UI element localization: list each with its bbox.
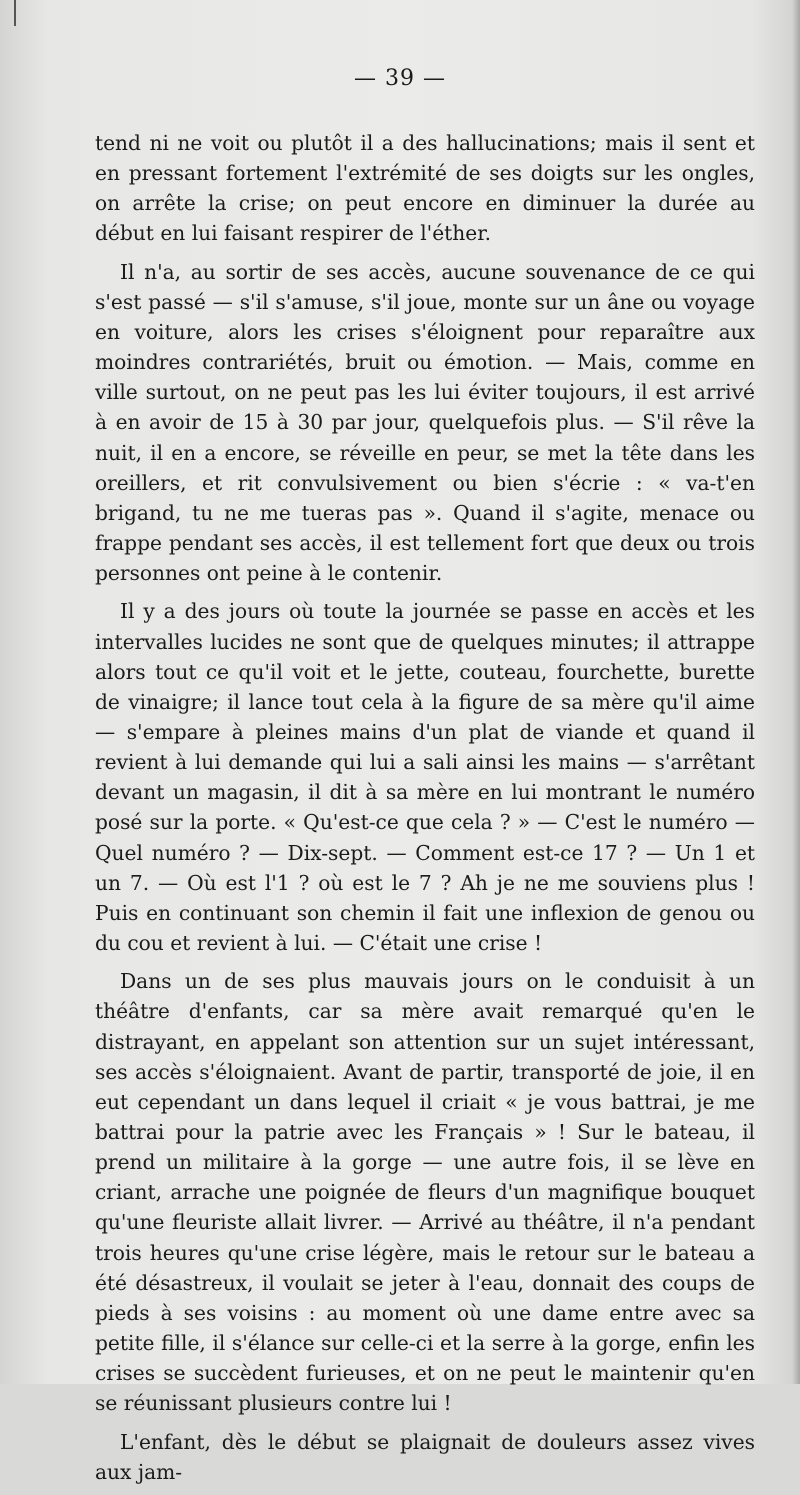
body-text [95,128,755,1495]
scan-edge-mark [14,0,16,26]
paragraph-continued: tend ni ne voit ou plutôt il a des hallucinations; mais il sent et en pressant fortement l'extrémité de ses doigts sur les ongles, on arrête la crise; on peut encore en diminuer la durée au début en lui faisant respirer de l'éther. [95,131,755,246]
page-number: — 39 — [354,66,446,91]
page-edge-shadow [792,0,800,1384]
paragraph-truncated: L'enfant, dès le début se plaignait de douleurs assez vives aux jam- [95,1429,755,1484]
paragraph: Dans un de ses plus mauvais jours on le conduisit à un théâtre d'enfants, car sa mère avait remarqué qu'en le distrayant, en appelant son attention sur un sujet intéressant, ses accès s'éloignaient. Avant de partir, transporté de joie, il en eut cependant un dans lequel il criait « je vous battrai, je me battrai pour la patrie avec les Français » ! Sur le bateau, il prend un militaire à la gorge — une autre fois, il se lève en criant, arrache une poignée de fleurs d'un magnifique bouquet qu'une fleuriste allait livrer. — Arrivé au théâtre, il n'a pendant trois heures qu'une crise légère, mais le retour sur le bateau a été désastreux, il voulait se jeter à l'eau, donnait des coups de pieds à ses voisins : au moment où une dame entre avec sa petite fille, il s'élance sur celle-ci et la serre à la gorge, enfin les crises se succèdent furieuses, et on ne peut le maintenir qu'en se réunissant plusieurs contre lui ! [95,969,755,1416]
paragraph: Il y a des jours où toute la journée se passe en accès et les intervalles lucides ne sont que de quelques minutes; il attrappe alors tout ce qu'il voit et le jette, couteau, fourchette, burette de vinaigre; il lance tout cela à la figure de sa mère qu'il aime — s'empare à pleines mains d'un plat de viande et quand il revient à lui demande qui lui a sali ainsi les mains — s'arrêtant devant un magasin, il dit à sa mère en lui montrant le numéro posé sur la porte. « Qu'est-ce que cela ? » — C'est le numéro — Quel numéro ? — Dix-sept. — Comment est-ce 17 ? — Un 1 et un 7. — Où est l'1 ? où est le 7 ? Ah je ne me souviens plus ! Puis en continuant son chemin il fait une inflexion de genou ou du cou et revient à lui. — C'était une crise ! [95,599,755,956]
paragraph: Il n'a, au sortir de ses accès, aucune souvenance de ce qui s'est passé — s'il s'amuse, s'il joue, monte sur un âne ou voyage en voiture, alors les crises s'éloignent pour reparaître aux moindres contrariétés, bruit ou émotion. — Mais, comme en ville surtout, on ne peut pas les lui éviter toujours, il est arrivé à en avoir de 15 à 30 par jour, quelquefois plus. — S'il rêve la nuit, il en a encore, se réveille en peur, se met la tête dans les oreillers, et rit convulsivement ou bien s'écrie : « va-t'en brigand, tu ne me tueras pas ». Quand il s'agite, menace ou frappe pendant ses accès, il est tellement fort que deux ou trois personnes ont peine à le contenir. [95,259,755,586]
